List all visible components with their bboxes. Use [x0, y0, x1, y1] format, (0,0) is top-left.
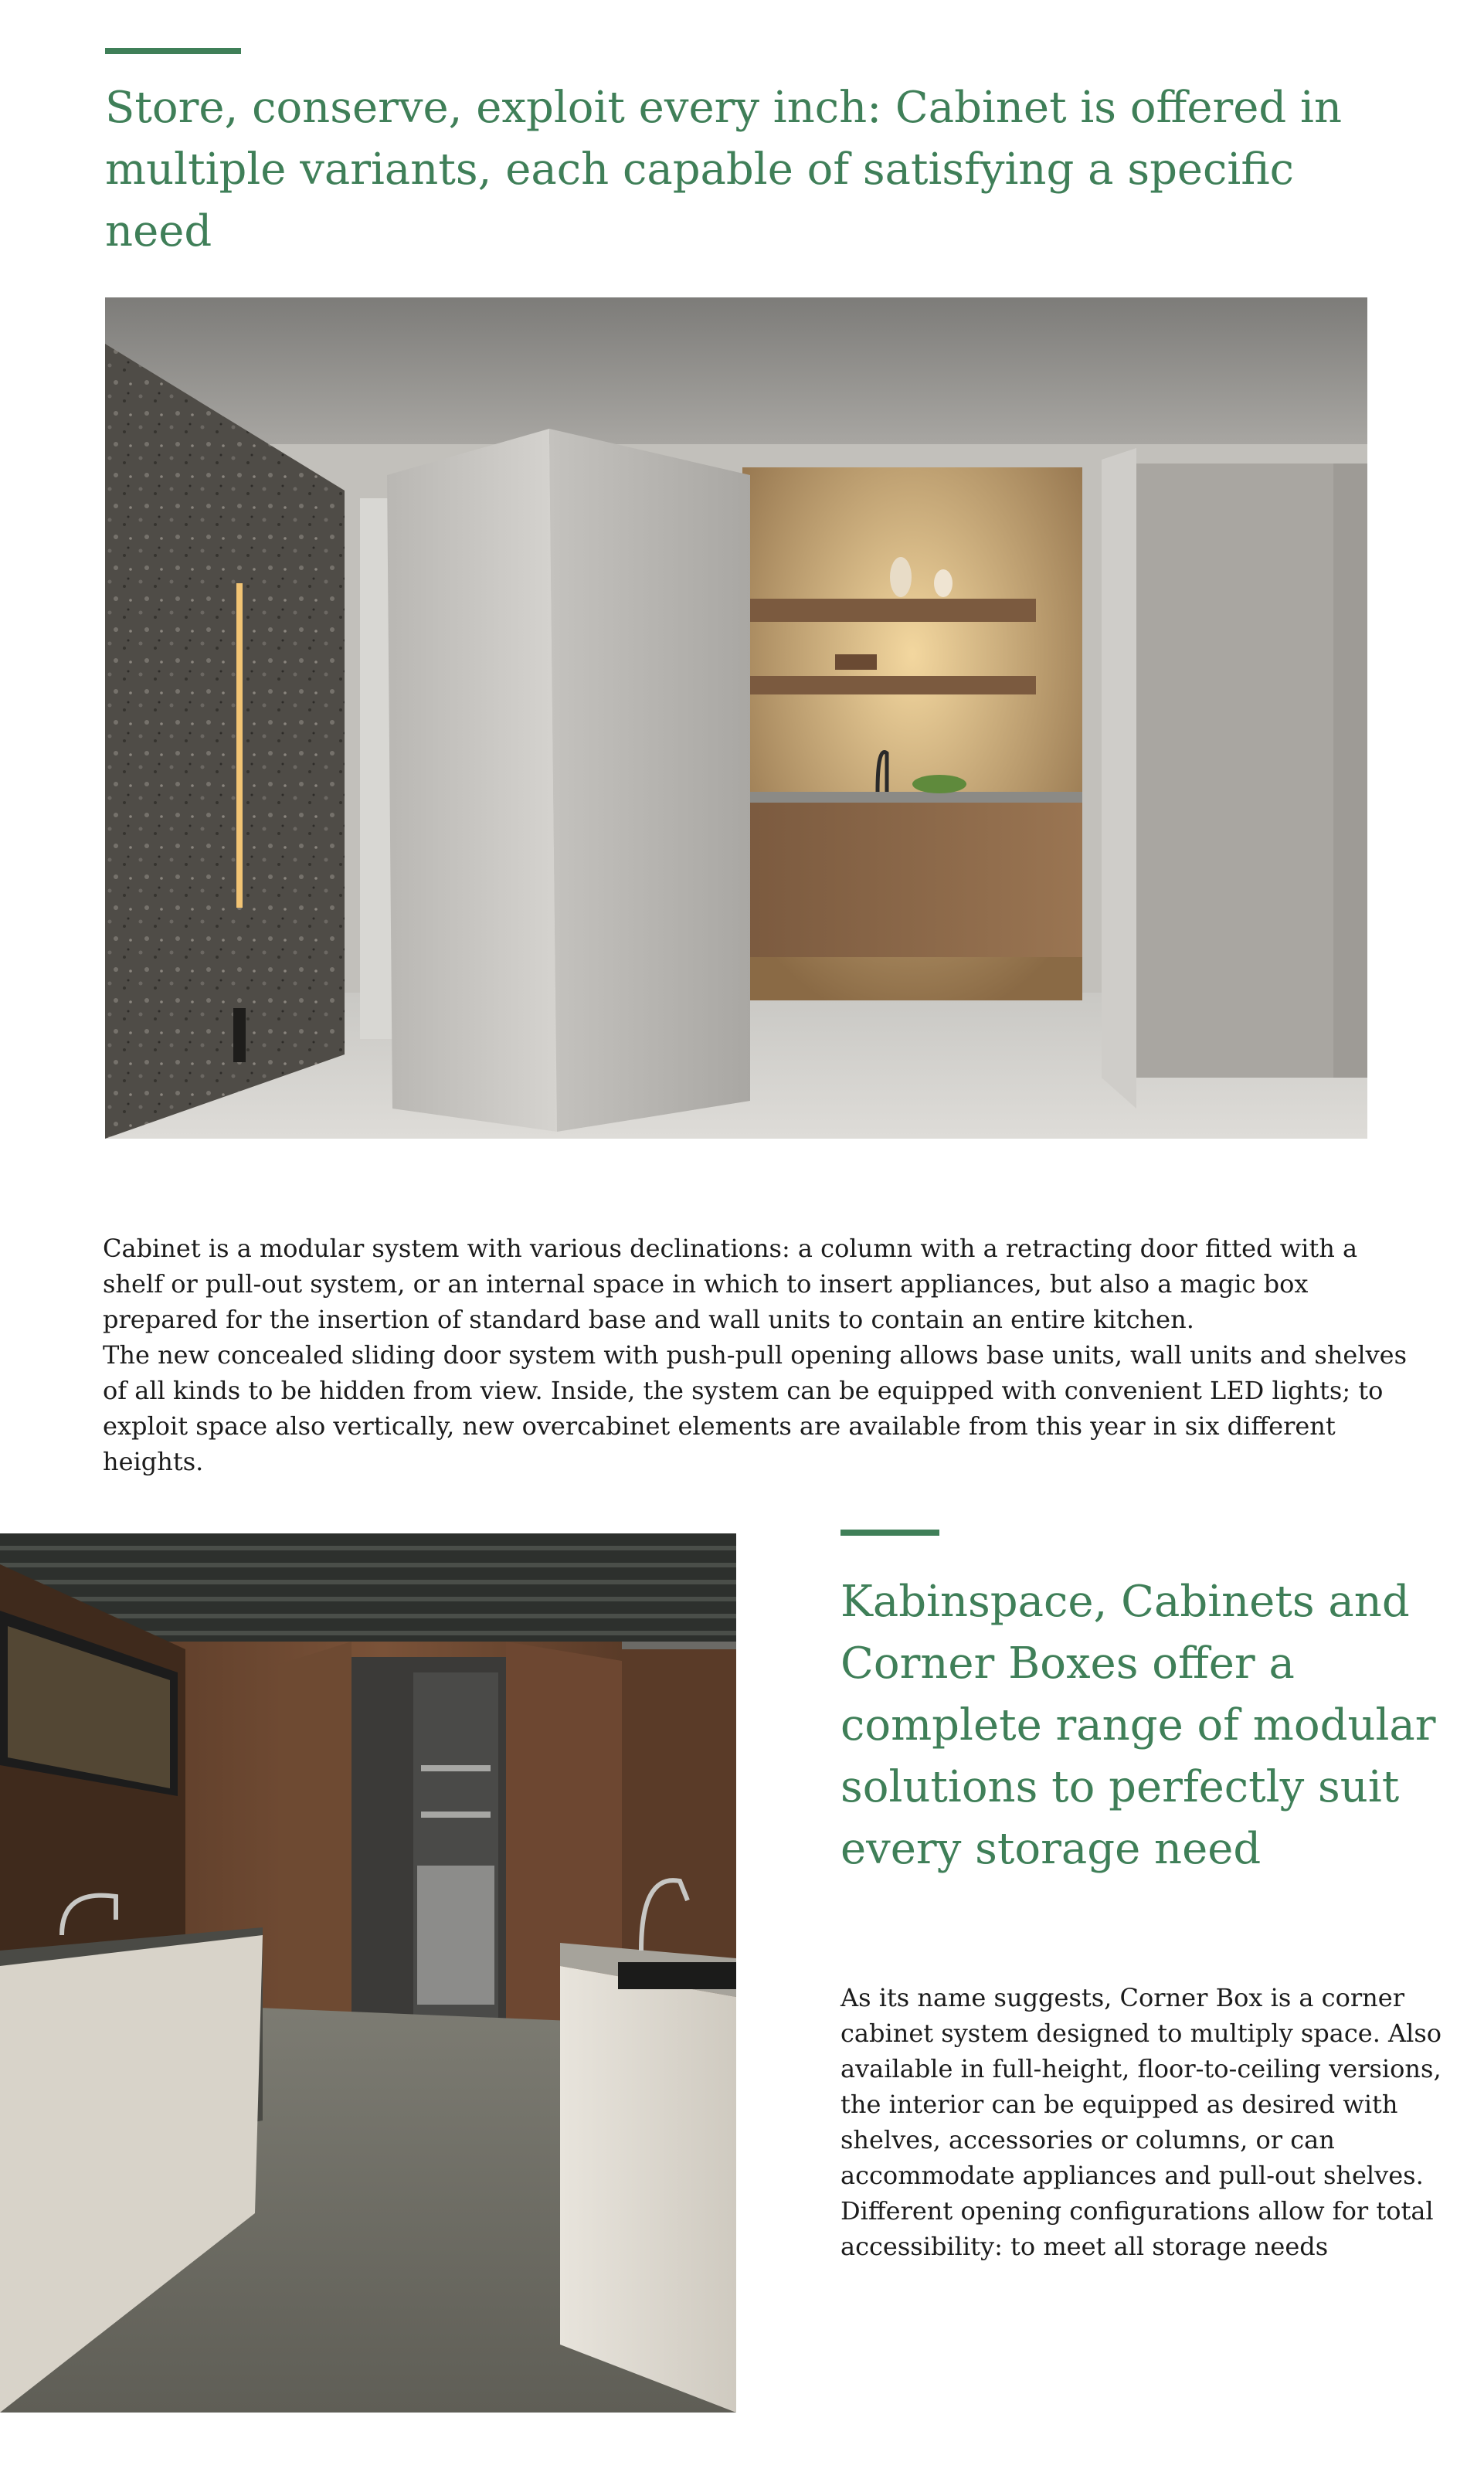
section-1-heading: Store, conserve, exploit every inch: Cabinet is offered in multiple variants, each capable of satisfying a specific need	[105, 83, 1343, 256]
accent-bar-top	[105, 48, 241, 54]
cabinet-kitchen-photo	[105, 297, 1367, 1139]
section-2-body: As its name suggests, Corner Box is a corner cabinet system designed to multiply space. Also available in full-height, floor-to-ceiling versions, the interior can be equipped as desired with shelves, accessories or columns, or can accommodate appliances and pull-out shelves. Different opening configurations allow for total accessibility: to meet all storage needs	[840, 1983, 1442, 2261]
section-1-paragraph-2: The new concealed sliding door system with push-pull opening allows base units, wall units and shelves of all kinds to be hidden from view. Inside, the system can be equipped with convenient LED lights; to exploit space also vertically, new overcabinet elements are available from this year in six different heights.	[103, 1340, 1408, 1476]
section-2-heading: Kabinspace, Cabinets and Corner Boxes offer a complete range of modular solutions to perfectly suit every storage need	[840, 1577, 1436, 1874]
accent-bar-right	[840, 1530, 939, 1536]
section-1-paragraph-1: Cabinet is a modular system with various declinations: a column with a retracting door fitted with a shelf or pull-out system, or an internal space in which to insert appliances, but also a magic box prepared for the insertion of standard base and wall units to contain an entire kitchen.	[103, 1234, 1358, 1334]
section-1-body	[103, 1231, 1416, 1479]
corner-box-kitchen-photo	[0, 1533, 736, 2413]
